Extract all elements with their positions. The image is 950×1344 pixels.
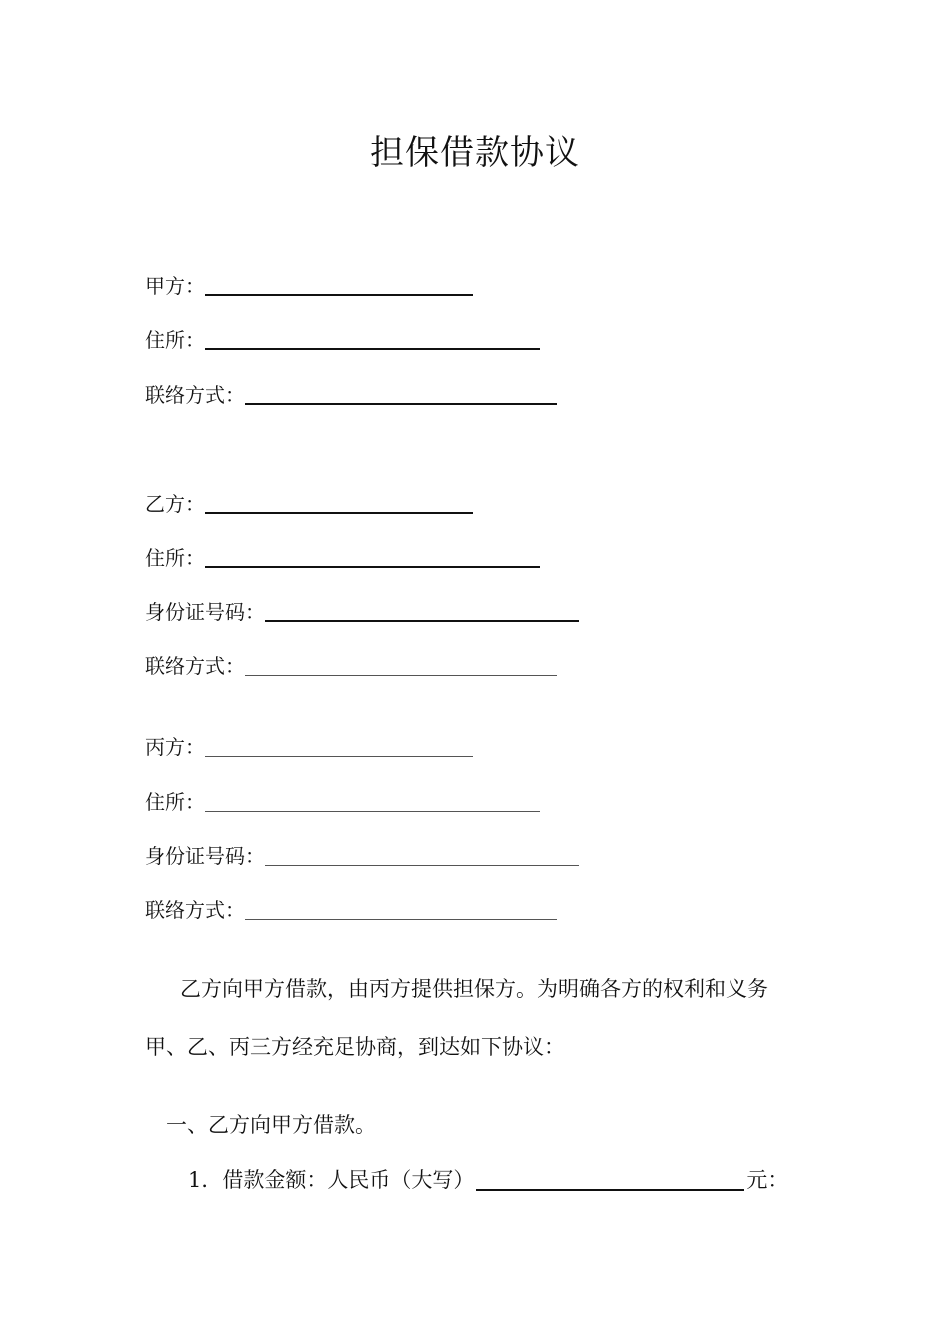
party-b-contact-label: 联络方式： — [145, 654, 245, 678]
intro-paragraph-line1: 乙方向甲方借款，由丙方提供担保方。为明确各方的权利和义务 — [180, 977, 768, 1001]
party-b-contact-blank[interactable] — [245, 675, 557, 676]
party-a-contact-label: 联络方式： — [145, 383, 245, 407]
party-c-id-label: 身份证号码： — [145, 844, 265, 868]
party-a-contact-field — [145, 377, 557, 407]
party-c-address-label: 住所： — [145, 790, 205, 814]
party-a-address-blank[interactable] — [205, 348, 540, 350]
loan-amount-blank[interactable] — [476, 1189, 744, 1191]
loan-amount-item — [188, 1166, 788, 1194]
party-c-name-label: 丙方： — [145, 735, 205, 759]
party-b-address-label: 住所： — [145, 546, 205, 570]
party-c-contact-blank[interactable] — [245, 919, 557, 920]
party-c-contact-label: 联络方式： — [145, 898, 245, 922]
loan-amount-unit: 元： — [746, 1168, 789, 1192]
loan-amount-label: 1．借款金额：人民币（大写） — [188, 1168, 475, 1192]
document-title: 担保借款协议 — [370, 133, 580, 173]
party-c-id-blank[interactable] — [265, 865, 579, 866]
party-c-id-field — [145, 838, 579, 868]
party-a-contact-blank[interactable] — [245, 403, 557, 405]
intro-paragraph-line2: 甲、乙、丙三方经充足协商，到达如下协议： — [145, 1035, 565, 1059]
party-b-address-blank[interactable] — [205, 566, 540, 568]
party-b-address-field — [145, 540, 540, 570]
party-a-name-field — [145, 268, 473, 298]
party-a-address-label: 住所： — [145, 328, 205, 352]
party-b-id-blank[interactable] — [265, 620, 579, 622]
party-c-name-field — [145, 729, 473, 759]
party-c-contact-field — [145, 892, 557, 922]
party-c-address-field — [145, 784, 540, 814]
party-b-id-label: 身份证号码： — [145, 600, 265, 624]
party-a-name-label: 甲方： — [145, 274, 205, 298]
party-b-name-label: 乙方： — [145, 492, 205, 516]
party-c-address-blank[interactable] — [205, 811, 540, 812]
section-1-heading: 一、乙方向甲方借款。 — [166, 1113, 376, 1137]
party-b-id-field — [145, 594, 579, 624]
party-b-contact-field — [145, 648, 557, 678]
party-a-address-field — [145, 322, 540, 352]
party-b-name-field — [145, 486, 473, 516]
party-b-name-blank[interactable] — [205, 512, 473, 514]
party-c-name-blank[interactable] — [205, 756, 473, 757]
party-a-name-blank[interactable] — [205, 294, 473, 296]
